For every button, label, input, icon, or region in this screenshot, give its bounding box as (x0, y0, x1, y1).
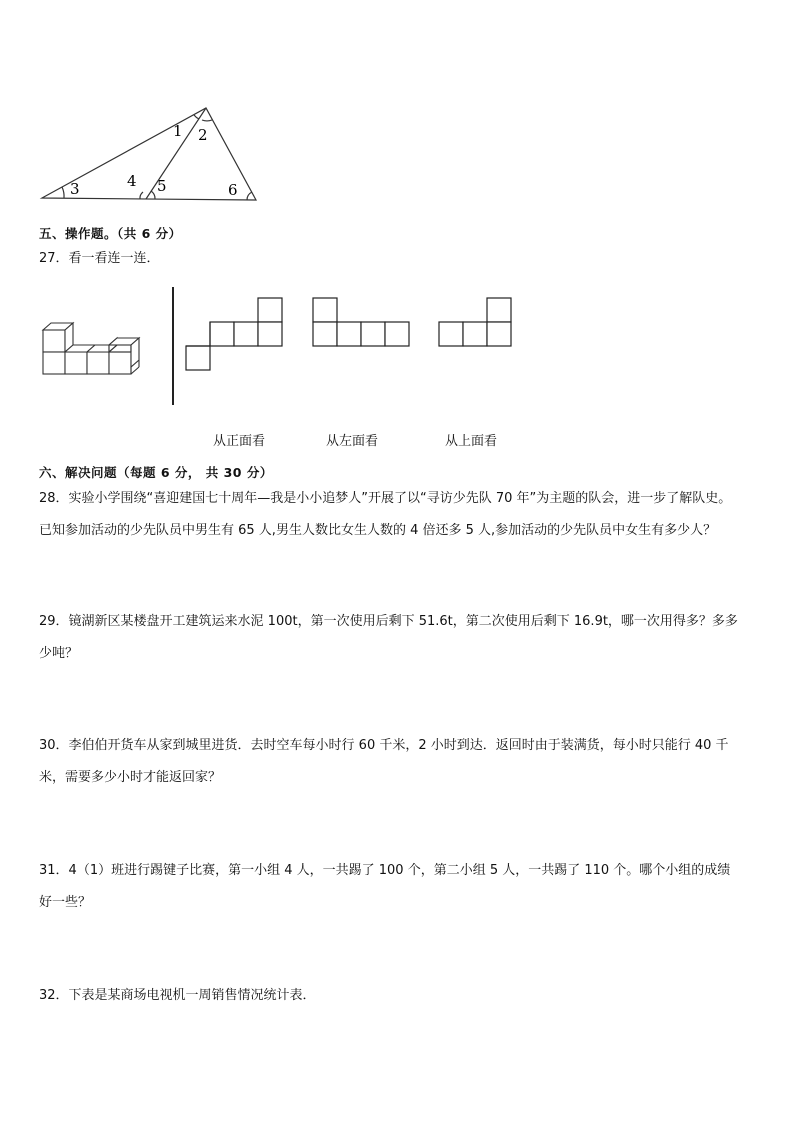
question-29-line-1: 29．镜湖新区某楼盘开工建筑运来水泥 100t，第一次使用后剩下 51.6t，第二次使用后剩下 16.9t，哪一次用得多？多多 (39, 614, 738, 629)
question-28 (39, 483, 759, 547)
angle-arc-6 (247, 192, 252, 200)
question-29-line-2: 少吨？ (39, 646, 79, 661)
angle-arc-1 (194, 115, 199, 119)
section-5-heading: 五、操作题。（共 6 分） (39, 226, 182, 241)
triangle-figure (36, 100, 266, 208)
angle-label-5: 5 (157, 177, 167, 195)
question-31 (39, 855, 759, 919)
angle-arc-5 (151, 191, 155, 199)
view-label-front: 从正面看 (213, 434, 266, 449)
angle-arc-3 (62, 187, 64, 198)
angle-label-4: 4 (127, 172, 137, 190)
angle-label-1: 1 (173, 122, 183, 140)
view-shape-3 (434, 297, 516, 351)
angle-arc-2 (202, 120, 212, 121)
question-28-line-2: 已知参加活动的少先队员中男生有 65 人,男生人数比女生人数的 4 倍还多 5 人,参加活动的少先队员中女生有多少人？ (39, 523, 717, 538)
question-32-line-1: 32．下表是某商场电视机一周销售情况统计表． (39, 988, 316, 1003)
question-30 (39, 730, 759, 794)
vertical-divider (172, 287, 174, 405)
angle-label-2: 2 (198, 126, 208, 144)
angle-label-6: 6 (228, 181, 238, 199)
cube-figure (38, 320, 158, 380)
question-28-line-1: 28．实验小学围绕“喜迎建国七十周年—我是小小追梦人”开展了以“寻访少先队 70 年”为主题的队会，进一步了解队史。 (39, 491, 732, 506)
question-29 (39, 606, 759, 670)
section-6-heading: 六、解决问题（每题 6 分， 共 30 分） (39, 465, 273, 480)
question-30-line-2: 米，需要多少小时才能返回家？ (39, 770, 222, 785)
question-32 (39, 980, 759, 1012)
question-31-line-2: 好一些？ (39, 895, 92, 910)
angle-label-3: 3 (70, 180, 80, 198)
question-31-line-1: 31．4（1）班进行踢键子比赛，第一小组 4 人，一共踢了 100 个，第二小组 5 人，一共踢了 110 个。哪个小组的成绩 (39, 863, 731, 878)
view-label-left: 从左面看 (326, 434, 379, 449)
angle-arc-4 (140, 192, 143, 199)
view-shape-1 (182, 297, 286, 375)
view-shape-2 (310, 297, 416, 351)
question-30-line-1: 30．李伯伯开货车从家到城里进货．去时空车每小时行 60 千米，2 小时到达．返回时由于装满货，每小时只能行 40 千 (39, 738, 729, 753)
question-27: 27．看一看连一连． (39, 251, 160, 266)
view-label-top: 从上面看 (445, 434, 498, 449)
